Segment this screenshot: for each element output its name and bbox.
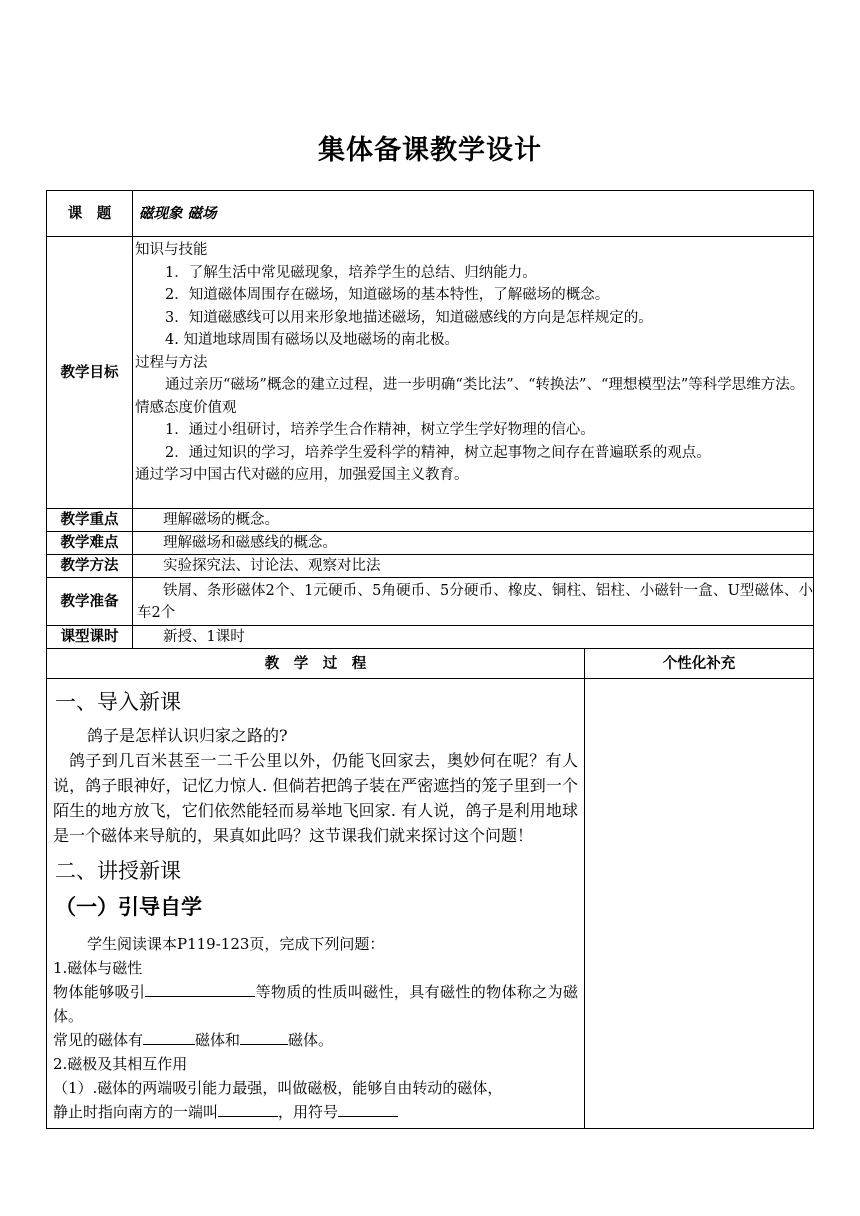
- fill-blank[interactable]: [143, 1028, 195, 1045]
- info-row: [47, 555, 814, 578]
- emotion-item: 1．通过小组研讨，培养学生合作精神，树立学生学好物理的信心。: [165, 422, 595, 438]
- emotion-tail: 通过学习中国古代对磁的应用，加强爱国主义教育。: [135, 467, 469, 483]
- fill-blank[interactable]: [218, 1100, 278, 1117]
- lesson-plan-table: [46, 190, 814, 1129]
- knowledge-item: 1．了解生活中常见磁现象，培养学生的总结、归纳能力。: [165, 264, 537, 281]
- section2-title: 二、讲授新课: [55, 859, 181, 883]
- process-content: [47, 679, 585, 1129]
- q2-title: 2.磁极及其相互作用: [53, 1055, 188, 1073]
- knowledge-item: 4. 知道地球周围有磁场以及地磁场的南北极。: [165, 332, 459, 348]
- q1-a-after: 等物质的性质叫磁性，具有磁性的物体称之为磁体。: [53, 983, 578, 1025]
- q1-b-before: 常见的磁体有: [53, 1031, 144, 1049]
- focus-value: 理解磁场的概念。: [133, 509, 814, 532]
- prep-value: 铁屑、条形磁体2个、1元硬币、5角硬币、5分硬币、橡皮、铜柱、铝柱、小磁针一盒、U型磁体、小车2个: [133, 578, 814, 626]
- info-row: [47, 532, 814, 555]
- q1-b: [53, 1028, 578, 1052]
- focus-label: 教学重点: [47, 509, 133, 532]
- topic-row: [47, 191, 814, 237]
- q1-b-after: 磁体。: [288, 1031, 334, 1049]
- info-row: [47, 509, 814, 532]
- q1-a-before: 物体能够吸引: [53, 983, 146, 1001]
- emotion-item: 2．通过知识的学习，培养学生爱科学的精神，树立起事物之间存在普遍联系的观点。: [165, 444, 711, 461]
- knowledge-heading: 知识与技能: [135, 242, 208, 258]
- page-title: 集体备课教学设计: [318, 135, 542, 166]
- goals-content: [133, 237, 814, 509]
- goals-row: [47, 237, 814, 509]
- supplement-header: 个性化补充: [585, 649, 814, 679]
- goals-label: 教学目标: [47, 237, 133, 509]
- lesson-type-label: 课型课时: [47, 626, 133, 649]
- subsection-title: （一）引导自学: [55, 895, 202, 919]
- method-label: 教学方法: [47, 555, 133, 578]
- process-heading: 过程与方法: [135, 354, 208, 371]
- section1-text: 鸽子到几百米甚至一二千公里以外，仍能飞回家去，奥妙何在呢？有人说，鸽子眼神好，记忆力惊人. 但倘若把鸽子装在严密遮挡的笼子里到一个陌生的地方放飞，它们依然能轻而易举地飞回家. 有人说，鸽子是利用地球是一个磁体来导航的，果真如此吗？这节课我们就来探讨这个问题！: [53, 751, 578, 845]
- instruction-text: 学生阅读课本P119-123页，完成下列问题：: [87, 935, 385, 953]
- q1-title: 1.磁体与磁性: [53, 959, 143, 977]
- process-header-row: [47, 649, 814, 679]
- q2-a: （1）.磁体的两端吸引能力最强，叫做磁极，能够自由转动的磁体，: [53, 1079, 503, 1097]
- fill-blank[interactable]: [145, 980, 255, 997]
- emotion-heading: 情感态度价值观: [135, 399, 237, 416]
- knowledge-item: 2．知道磁体周围存在磁场，知道磁场的基本特性，了解磁场的概念。: [165, 287, 610, 303]
- q2-b: [53, 1100, 578, 1124]
- process-row: [47, 679, 814, 1129]
- info-row: [47, 578, 814, 626]
- section1-question: 鸽子是怎样认识归家之路的?: [87, 726, 288, 745]
- topic-label: 课 题: [47, 191, 133, 237]
- q2-b-mid: ，用符号: [278, 1103, 339, 1121]
- difficulty-label: 教学难点: [47, 532, 133, 555]
- topic-value: 磁现象 磁场: [133, 191, 814, 237]
- info-row: [47, 626, 814, 649]
- q2-b-before: 静止时指向南方的一端叫: [53, 1103, 219, 1121]
- process-header: 教 学 过 程: [47, 649, 585, 679]
- fill-blank[interactable]: [240, 1028, 288, 1045]
- lesson-type-value: 新授、1课时: [133, 626, 814, 649]
- difficulty-value: 理解磁场和磁感线的概念。: [133, 532, 814, 555]
- fill-blank[interactable]: [338, 1100, 398, 1117]
- supplement-cell[interactable]: [585, 679, 814, 1129]
- method-value: 实验探究法、讨论法、观察对比法: [133, 555, 814, 578]
- knowledge-item: 3．知道磁感线可以用来形象地描述磁场，知道磁感线的方向是怎样规定的。: [165, 309, 653, 326]
- q1-b-mid: 磁体和: [195, 1031, 241, 1049]
- q1-a: [53, 980, 578, 1028]
- process-text: 通过亲历“磁场”概念的建立过程，进一步明确“类比法”、“转换法”、“理想模型法”等科学思维方法。: [165, 377, 805, 393]
- section1-title: 一、导入新课: [55, 690, 181, 714]
- prep-label: 教学准备: [47, 578, 133, 626]
